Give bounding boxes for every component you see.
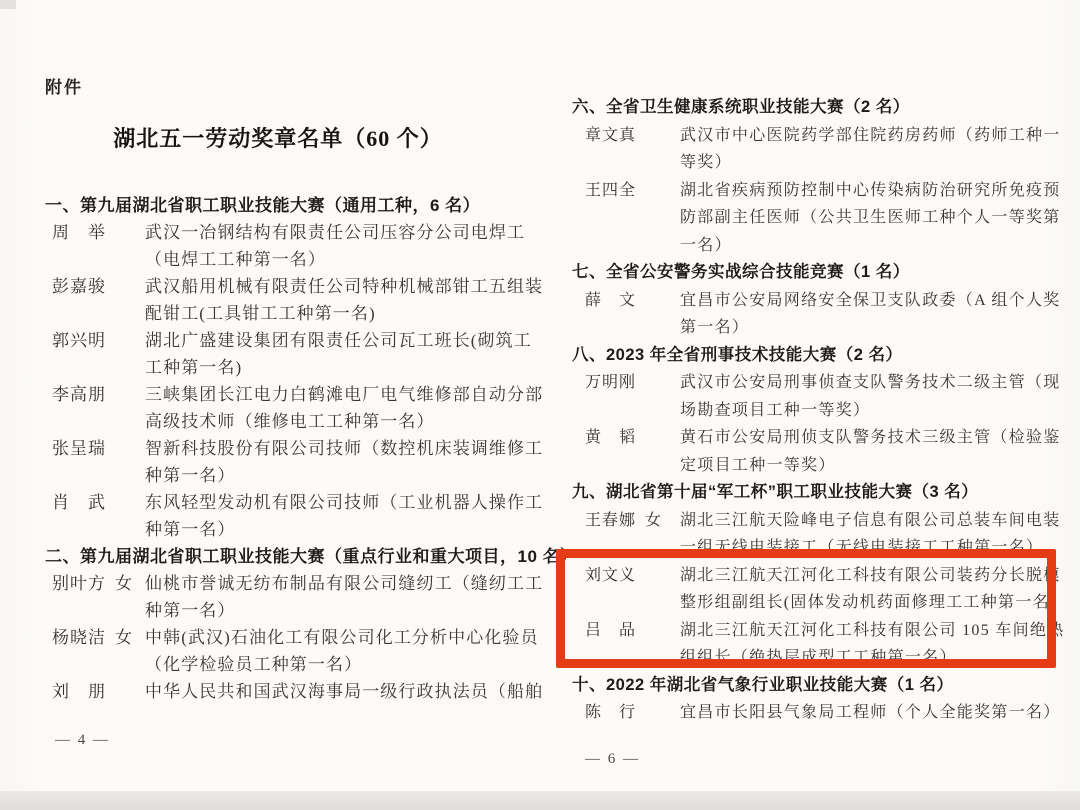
recipient-description	[680, 177, 1064, 260]
attachment-label: 附件	[45, 78, 83, 97]
recipient-description	[680, 369, 1064, 424]
award-entry	[45, 327, 533, 381]
description-line: 武汉市公安局刑事侦查支队警务技术二级主管（现	[680, 374, 1061, 391]
recipient-name: 张呈瑞	[52, 439, 106, 458]
description-line: 种第一名）	[145, 466, 236, 485]
recipient-description	[145, 273, 543, 327]
description-line: （电焊工工种第一名）	[145, 250, 326, 269]
recipient-description	[680, 617, 1065, 672]
recipient-description	[680, 699, 1064, 727]
description-line: 湖北三江航天险峰电子信息有限公司总装车间电装	[680, 511, 1061, 529]
right-page-sections	[572, 94, 1064, 727]
description-line: 第一名）	[680, 319, 750, 336]
page-number-left: — 4 —	[55, 732, 110, 748]
description-line: 宜昌市长阳县气象局工程师（个人全能奖第一名）	[680, 704, 1061, 721]
recipient-description	[145, 624, 539, 678]
description-line: 三峡集团长江电力白鹤滩电厂电气维修部自动分部	[145, 385, 544, 404]
description-line: 黄石市公安局刑侦支队警务技术三级主管（检验鉴	[680, 429, 1061, 446]
page-number-right: — 6 —	[585, 751, 640, 767]
award-entry	[45, 678, 544, 705]
recipient-name: 彭嘉骏	[52, 277, 106, 296]
section-heading: 一、第九届湖北省职工职业技能大赛（通用工种，6 名）	[45, 196, 481, 215]
award-entry	[572, 562, 1064, 617]
recipient-description	[145, 489, 543, 543]
description-line: 中韩(武汉)石油化工有限公司化工分析中心化验员	[145, 628, 539, 647]
description-line: （化学检验员工种第一名）	[145, 655, 363, 674]
section-heading: 七、全省公安警务实战综合技能竞赛（1 名）	[572, 263, 910, 281]
recipient-name: 肖 武	[52, 493, 106, 512]
description-line: 湖北三江航天江河化工科技有限公司装药分长脱模	[680, 566, 1061, 584]
description-line: 湖北省疾病预防控制中心传染病防治研究所免疫预	[680, 181, 1061, 199]
award-entry	[45, 624, 539, 678]
award-entry	[45, 273, 544, 327]
recipient-description	[680, 507, 1064, 562]
description-line: 湖北三江航天江河化工科技有限公司 105 车间绝热	[680, 621, 1065, 639]
description-line: 定项目工种一等奖）	[680, 456, 836, 474]
description-line: 种第一名）	[145, 520, 236, 539]
description-line: 湖北广盛建设集团有限责任公司瓦工班长(砌筑工	[145, 331, 532, 350]
description-line: 武汉一冶钢结构有限责任公司压容分公司电焊工	[145, 223, 526, 242]
award-entry	[572, 699, 1064, 727]
award-entry	[45, 570, 544, 624]
recipient-description	[145, 327, 533, 381]
description-line: 东风轻型发动机有限公司技师（工业机器人操作工	[145, 493, 544, 512]
recipient-name: 黄 韬	[585, 429, 637, 446]
recipient-name: 郭兴明	[52, 331, 106, 350]
description-line: 仙桃市誉诚无纺布制品有限公司缝纫工（缝纫工工	[145, 574, 544, 593]
award-entry	[572, 122, 1064, 177]
section-heading: 九、湖北省第十届“军工杯”职工职业技能大赛（3 名）	[572, 483, 979, 501]
recipient-description	[680, 562, 1064, 617]
recipient-name: 王春娜 女	[585, 511, 663, 529]
recipient-name: 陈 行	[585, 704, 637, 721]
recipient-description	[145, 381, 543, 435]
recipient-description	[145, 570, 543, 624]
recipient-name: 刘 朋	[52, 682, 106, 701]
section-heading: 八、2023 年全省刑事技术技能大赛（2 名）	[572, 345, 903, 364]
recipient-description	[145, 678, 543, 705]
description-line: 配钳工(工具钳工工种第一名)	[145, 304, 376, 323]
photo-edge	[0, 791, 1080, 810]
award-entry	[45, 489, 544, 543]
recipient-description	[680, 424, 1064, 479]
recipient-description	[680, 287, 1064, 342]
description-line: 一组无线电装接工（无线电装接工工种第一名）	[680, 539, 1044, 556]
award-entry	[45, 381, 544, 435]
section-heading: 十、2022 年湖北省气象行业职业技能大赛（1 名）	[572, 675, 954, 694]
recipient-name: 杨晓洁 女	[52, 628, 133, 647]
page-4	[45, 76, 578, 705]
recipient-description	[680, 122, 1064, 177]
award-entry	[572, 369, 1064, 424]
recipient-gender: 女	[115, 628, 133, 647]
recipient-name: 别叶方 女	[52, 574, 133, 593]
description-line: 整形组副组长(固体发动机药面修理工工种第一名)	[680, 594, 1057, 611]
description-line: 等奖）	[680, 154, 732, 171]
recipient-name: 刘文义	[585, 566, 637, 584]
recipient-name: 万明刚	[585, 374, 637, 391]
description-line: 种第一名）	[145, 601, 236, 620]
recipient-description	[145, 435, 543, 489]
recipient-gender: 女	[115, 574, 133, 593]
award-entry	[45, 435, 544, 489]
description-line: 工种第一名)	[145, 358, 243, 377]
award-entry	[572, 617, 1064, 672]
recipient-description	[145, 219, 533, 273]
description-line: 场勘查项目工种一等奖）	[680, 401, 871, 419]
photo-corner-shadow	[0, 0, 16, 9]
left-page-sections	[45, 192, 578, 705]
description-line: 防部副主任医师（公共卫生医师工种个人一等奖第	[680, 209, 1061, 226]
section-heading: 二、第九届湖北省职工职业技能大赛（重点行业和重大项目，10 名）	[45, 547, 578, 566]
recipient-name: 周 举	[52, 223, 106, 242]
recipient-name: 薛 文	[585, 291, 637, 309]
description-line: 武汉船用机械有限责任公司特种机械部钳工五组装	[145, 277, 544, 296]
recipient-name: 李高朋	[52, 385, 106, 404]
award-entry	[572, 177, 1064, 260]
description-line: 宜昌市公安局网络安全保卫支队政委（A 组个人奖	[680, 291, 1061, 309]
highlighted-entries	[572, 562, 1064, 672]
recipient-gender: 女	[645, 511, 663, 529]
recipient-name: 王四全	[585, 181, 637, 199]
award-entry	[45, 219, 533, 273]
description-line: 一名）	[680, 236, 732, 254]
award-entry	[572, 287, 1064, 342]
description-line: 武汉市中心医院药学部住院药房药师（药师工种一	[680, 126, 1061, 144]
recipient-name: 章文真	[585, 126, 637, 144]
section-heading: 六、全省卫生健康系统职业技能大赛（2 名）	[572, 98, 910, 116]
award-entry	[572, 507, 1064, 562]
description-line: 高级技术师（维修电工工种第一名）	[145, 412, 435, 431]
recipient-name: 吕 品	[585, 621, 637, 639]
page-6	[572, 94, 1064, 727]
description-line: 中华人民共和国武汉海事局一级行政执法员（船舶	[145, 682, 544, 701]
award-entry	[572, 424, 1064, 479]
document-title: 湖北五一劳动奖章名单（60 个）	[113, 126, 443, 151]
description-line: 智新科技股份有限公司技师（数控机床装调维修工	[145, 439, 544, 458]
description-line: 组组长（绝热层成型工工种第一名）	[680, 649, 957, 666]
